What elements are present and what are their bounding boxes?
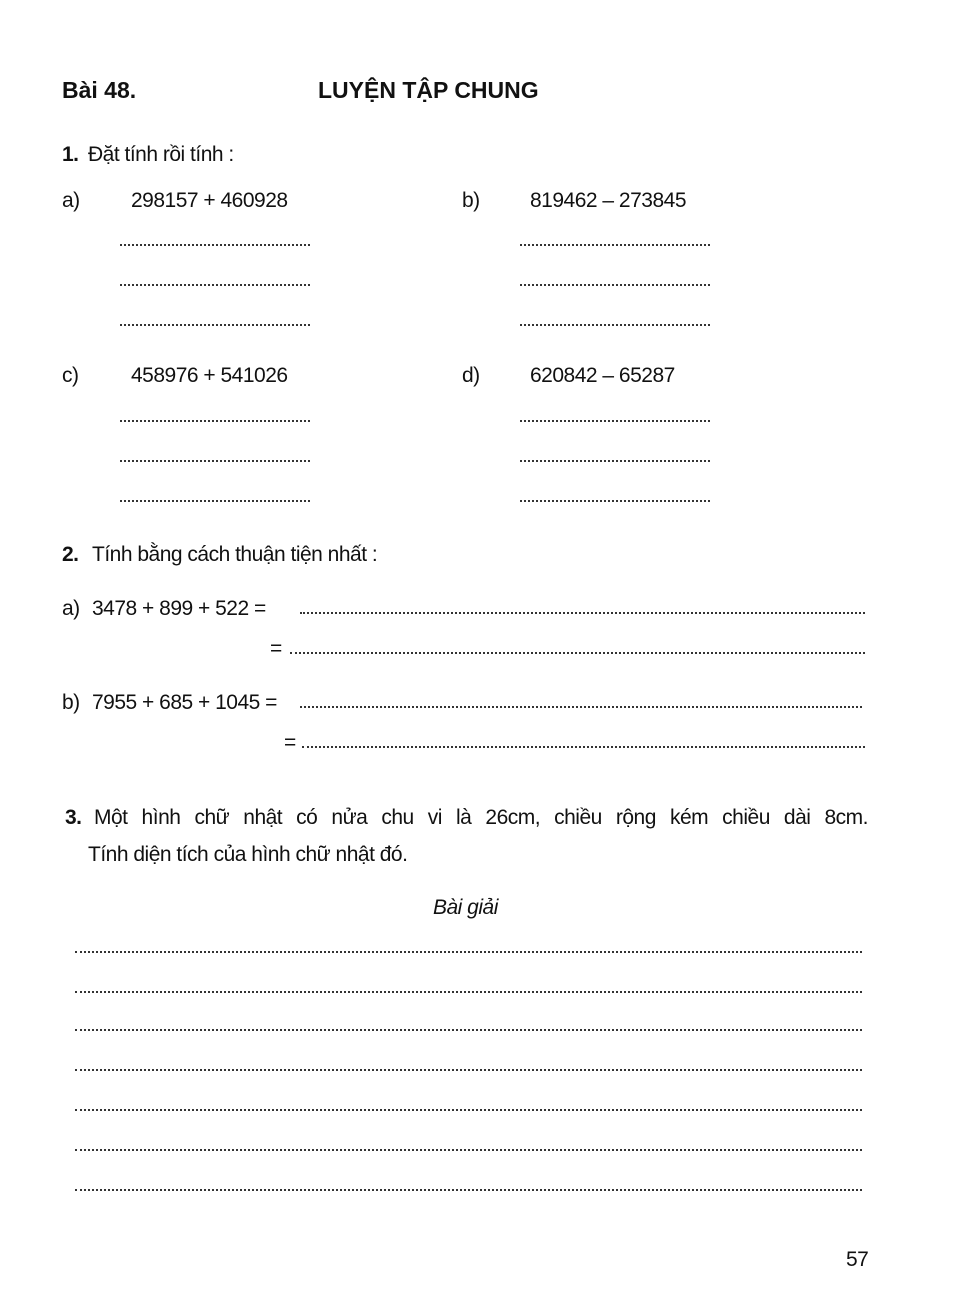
answer-line[interactable] — [302, 746, 865, 748]
answer-line[interactable] — [290, 652, 865, 654]
page-number: 57 — [846, 1248, 869, 1271]
exercise-3-number: 3. — [65, 806, 82, 829]
answer-line[interactable] — [520, 324, 710, 326]
solution-line[interactable] — [75, 1029, 862, 1031]
equals-sign: = — [284, 731, 296, 754]
item-label: b) — [462, 189, 480, 212]
lesson-number: Bài 48. — [62, 77, 137, 103]
page-title: LUYỆN TẬP CHUNG — [318, 77, 539, 103]
answer-line[interactable] — [120, 420, 310, 422]
exercise-2-number: 2. — [62, 543, 79, 566]
answer-line[interactable] — [520, 244, 710, 246]
answer-line[interactable] — [120, 284, 310, 286]
item-expression: 7955 + 685 + 1045 = — [92, 691, 277, 714]
exercise-1-number: 1. — [62, 143, 79, 166]
solution-heading: Bài giải — [433, 896, 498, 919]
solution-line[interactable] — [75, 991, 862, 993]
item-label: b) — [62, 691, 80, 714]
answer-line[interactable] — [120, 324, 310, 326]
solution-line[interactable] — [75, 1069, 862, 1071]
answer-line[interactable] — [300, 706, 862, 708]
solution-line[interactable] — [75, 1189, 862, 1191]
item-expression: 458976 + 541026 — [131, 364, 288, 387]
exercise-3-text-line-1: Một hình chữ nhật có nửa chu vi là 26cm, chiều rộng kém chiều dài 8cm. — [94, 806, 868, 829]
answer-line[interactable] — [520, 420, 710, 422]
exercise-1-prompt: Đặt tính rồi tính : — [88, 143, 234, 166]
answer-line[interactable] — [120, 500, 310, 502]
solution-line[interactable] — [75, 951, 862, 953]
equals-sign: = — [270, 637, 282, 660]
item-expression: 3478 + 899 + 522 = — [92, 597, 266, 620]
answer-line[interactable] — [120, 460, 310, 462]
item-label: a) — [62, 189, 80, 212]
item-expression: 298157 + 460928 — [131, 189, 288, 212]
solution-line[interactable] — [75, 1149, 862, 1151]
answer-line[interactable] — [300, 612, 865, 614]
solution-line[interactable] — [75, 1109, 862, 1111]
answer-line[interactable] — [520, 500, 710, 502]
item-expression: 819462 – 273845 — [530, 189, 686, 212]
item-label: a) — [62, 597, 80, 620]
exercise-3-text-line-2: Tính diện tích của hình chữ nhật đó. — [88, 843, 408, 866]
answer-line[interactable] — [520, 284, 710, 286]
answer-line[interactable] — [120, 244, 310, 246]
item-label: d) — [462, 364, 480, 387]
answer-line[interactable] — [520, 460, 710, 462]
item-expression: 620842 – 65287 — [530, 364, 675, 387]
item-label: c) — [62, 364, 79, 387]
exercise-2-prompt: Tính bằng cách thuận tiện nhất : — [92, 543, 378, 566]
